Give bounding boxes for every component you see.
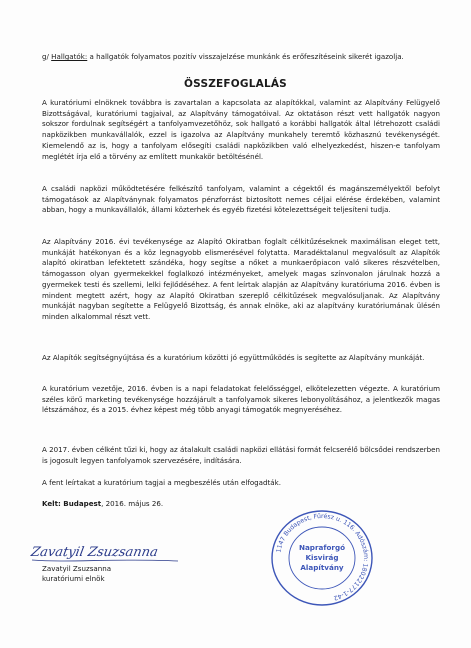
summary-paragraph-3: Az Alapítvány 2016. évi tevékenysége az Alapító Okiratban foglalt célkitűzéseknek maximálisan eleget tett, munkáját hatékonyan és a köz legnagyobb elismerésével folytatta. Maradéktalanul megvalósult az Alapítók alapító okiratban lefektetett szándéka, hogy segítse a nőket a munkaerőpiacon való sikeres részvételben, támogasson olyan gyermekekkel foglalkozó intézményeket, amelyek magas színvonalon járulnak hozzá a gyermekek testi és szellemi, lelki fejlődéséhez. A fent leírtak alapján az Alapítvány kuratóriuma 2016. évben is mindent megtett azért, hogy az Alapító Okiratban szereplő célkitűzések megvalósuljanak. Az Alapítvány munkáját nagyban segítette a Felügyelő Bizottság, és annak elnöke, aki az alapítvány kuratóriumának ülésén minden alkalommal részt vett.: [42, 237, 440, 321]
signer-name: Zavatyil Zsuzsanna: [42, 564, 112, 573]
summary-paragraph-2: A családi napközi működtetésére felkészítő tanfolyam, valamint a cégektől és magánszemélyektől befolyt támogatások az Alapítványnak folyamatos pénzforrást biztosított nemes céljai elérése érdekében, valamint abban, hogy a munkavállalók, állami közterhek és egyéb fizetési kötelezettségeit teljesíteni tudja.: [42, 184, 440, 215]
stamp-ring-text: 1147 Budapest, Fűrész u. 116. Adószám: 18022177-1-42: [275, 512, 370, 602]
summary-paragraph-7: A fent leírtakat a kuratórium tagjai a megbeszélés után elfogadták.: [42, 478, 282, 487]
date-line: [42, 499, 163, 509]
signer-role: kuratóriumi elnök: [42, 574, 105, 583]
summary-paragraph-6: A 2017. évben célként tűzi ki, hogy az átalakult családi napközi ellátási formát felcserélő bölcsődei rendszerben is jogosult legyen tanfolyamok szervezésére, indítására.: [42, 445, 440, 465]
stamp-line-3: Alapítvány: [300, 563, 344, 572]
section-title: ÖSSZEFOGLALÁS: [184, 78, 287, 90]
item-text: a hallgatók folyamatos pozitív visszajelzése munkánk és erőfeszítéseink sikerét igazolja.: [87, 52, 404, 61]
signature-underline: [32, 560, 178, 561]
summary-paragraph-1: A kuratóriumi elnöknek továbbra is zavartalan a kapcsolata az alapítókkal, valamint az Alapítvány Felügyelő Bizottságával, kuratóriumi tagjaival, az Alapítvány támogatóival. Az oktatáson részt vett hallgatók nagyon sokszor fordulnak segítségért a tanfolyamvezetőhöz, sok hallgató a korábbi hallgatók által létrehozott családi napközikben munkavállalók, ezzel is igazolva az Alapítvány munkahely teremtő közhasznú tevékenységét. Kiemelendő az is, hogy a tanfolyam elősegíti családi napközikben való elhelyezkedést, hiszen-e tanfolyam meglétét írja elő a törvény az említett munkakör betöltésénél.: [42, 98, 440, 161]
item-label: Hallgatók:: [51, 52, 88, 61]
summary-paragraph-5: A kuratórium vezetője, 2016. évben is a napi feladatokat felelősséggel, elkötelezetten végezte. A kuratórium széles körű marketing tevékenysége hozzájárult a tanfolyamok sikeres lebonyolításához, a jelentkezők magas létszámához, és a 2015. évhez képest még több anyagi támogatók megnyeréséhez.: [42, 384, 440, 415]
stamp-line-1: Napraforgó: [298, 543, 346, 552]
stamp-line-2: Kisvirág: [305, 553, 339, 562]
signature-text: Zavatyil Zsuzsanna: [29, 545, 160, 560]
foundation-stamp: [262, 508, 382, 608]
date-label: Kelt: Budapest: [42, 499, 102, 508]
date-value: , 2016. május 26.: [101, 499, 164, 508]
handwritten-signature: [28, 536, 198, 566]
item-marker: g/: [42, 52, 49, 61]
summary-paragraph-4: Az Alapítók segítségnyújtása és a kuratórium közötti jó együttműködés is segítette az Alapítvány munkáját.: [42, 353, 425, 362]
item-g-hallgatok: [42, 52, 440, 62]
